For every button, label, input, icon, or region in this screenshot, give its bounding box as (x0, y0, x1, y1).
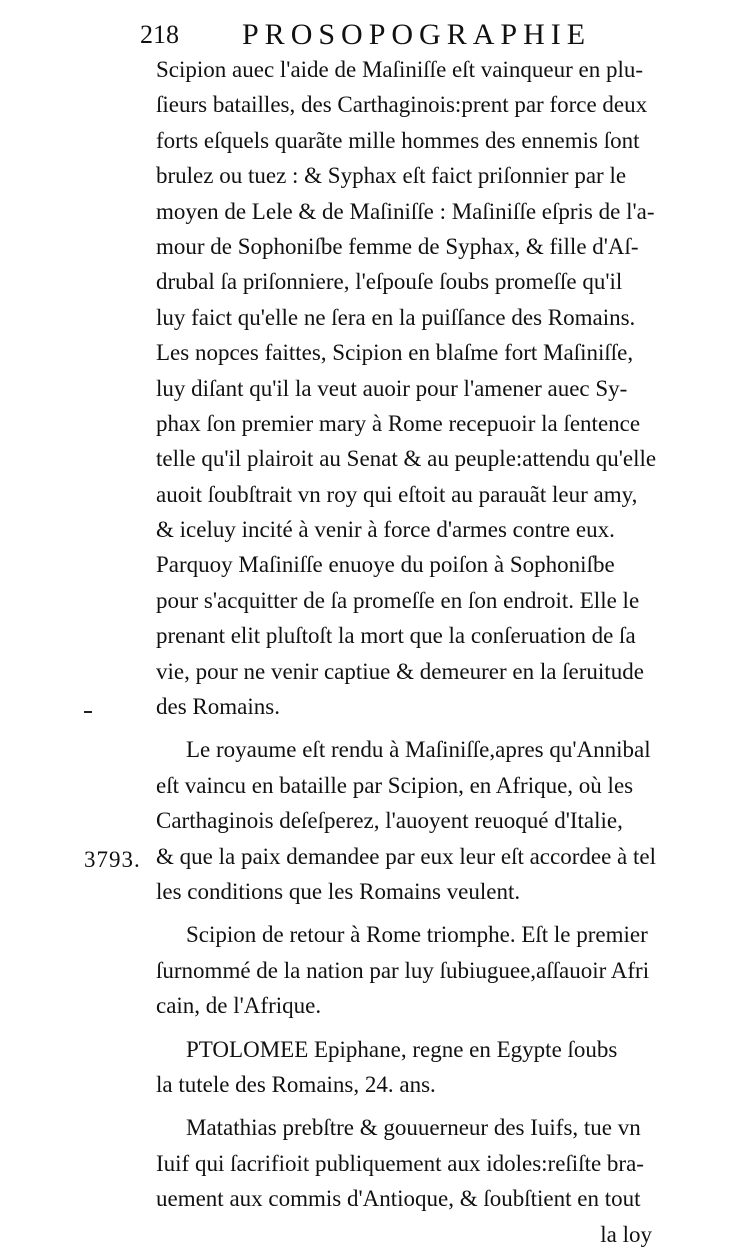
paragraph-2 (156, 732, 656, 909)
running-title: PROSOPOGRAPHIE (242, 18, 592, 51)
margin-mark (84, 711, 92, 713)
paragraph-4 (156, 1032, 656, 1103)
paragraph-5 (156, 1110, 656, 1216)
text-line: Les nopces faittes, Scipion en blaſme fort Maſiniſſe, (156, 340, 634, 366)
text-line: Carthaginois deſeſperez, l'auoyent reuoqué d'Italie, (156, 808, 623, 834)
page-number: 218 (140, 20, 179, 49)
text-line: cain, de l'Afrique. (156, 993, 322, 1019)
paragraph-1 (156, 52, 656, 724)
text-line: forts eſquels quarãte mille hommes des ennemis ſont (156, 127, 640, 153)
text-line: luy diſant qu'il la veut auoir pour l'amener auec Sy- (156, 375, 628, 401)
text-line: Matathias prebſtre & gouuerneur des Iuifs, tue vn (186, 1115, 641, 1141)
text-line: mour de Sophoniſbe femme de Syphax, & fille d'Aſ- (156, 233, 639, 259)
margin-year-note: 3793. (84, 847, 141, 872)
text-line: uement aux commis d'Antioque, & ſoubſtient en tout (156, 1186, 641, 1212)
text-line: PTOLOMEE Epiphane, regne en Egypte ſoubs (186, 1036, 618, 1062)
text-line: & que la paix demandee par eux leur eſt accordee à tel (156, 843, 656, 869)
text-line: eſt vaincu en bataille par Scipion, en Afrique, où les (156, 772, 634, 798)
text-line: ſurnommé de la nation par luy ſubiuguee,aſſauoir Afri (156, 957, 650, 983)
text-line: ſieurs batailles, des Carthaginois:prent par force deux (156, 92, 648, 118)
text-line: auoit ſoubſtrait vn roy qui eſtoit au parauãt leur amy, (156, 481, 638, 507)
text-line: vie, pour ne venir captiue & demeurer en la ſeruitude (156, 658, 644, 684)
text-line: Iuif qui ſacrifioit publiquement aux idoles:reſiſte bra- (156, 1150, 644, 1176)
catchword: la loy (600, 1221, 652, 1247)
text-line: Le royaume eſt rendu à Maſiniſſe,apres qu'Annibal (186, 737, 651, 763)
body-text (156, 52, 656, 1252)
text-line: phax ſon premier mary à Rome recepuoir la ſentence (156, 410, 641, 436)
text-line: moyen de Lele & de Maſiniſſe : Maſiniſſe eſpris de l'a- (156, 198, 655, 224)
text-line: Scipion de retour à Rome triomphe. Eſt le premier (186, 922, 648, 948)
text-line: Parquoy Maſiniſſe enuoye du poiſon à Sophoniſbe (156, 552, 615, 578)
text-line: les conditions que les Romains veulent. (156, 878, 521, 904)
text-line: brulez ou tuez : & Syphax eſt faict priſonnier par le (156, 163, 627, 189)
text-line: Scipion auec l'aide de Maſiniſſe eſt vainqueur en plu- (156, 57, 643, 82)
paragraph-3 (156, 917, 656, 1023)
text-line: prenant elit pluſtoſt la mort que la conſeruation de ſa (156, 623, 636, 649)
text-line: pour s'acquitter de ſa promeſſe en ſon endroit. Elle le (156, 587, 640, 613)
text-line: telle qu'il plairoit au Senat & au peuple:attendu qu'elle (156, 446, 657, 472)
text-line: des Romains. (156, 694, 280, 720)
text-line: la tutele des Romains, 24. ans. (156, 1071, 436, 1097)
text-line: drubal ſa priſonniere, l'eſpouſe ſoubs promeſſe qu'il (156, 269, 623, 295)
text-line: & iceluy incité à venir à force d'armes contre eux. (156, 517, 615, 543)
text-line: luy faict qu'elle ne ſera en la puiſſance des Romains. (156, 304, 636, 330)
